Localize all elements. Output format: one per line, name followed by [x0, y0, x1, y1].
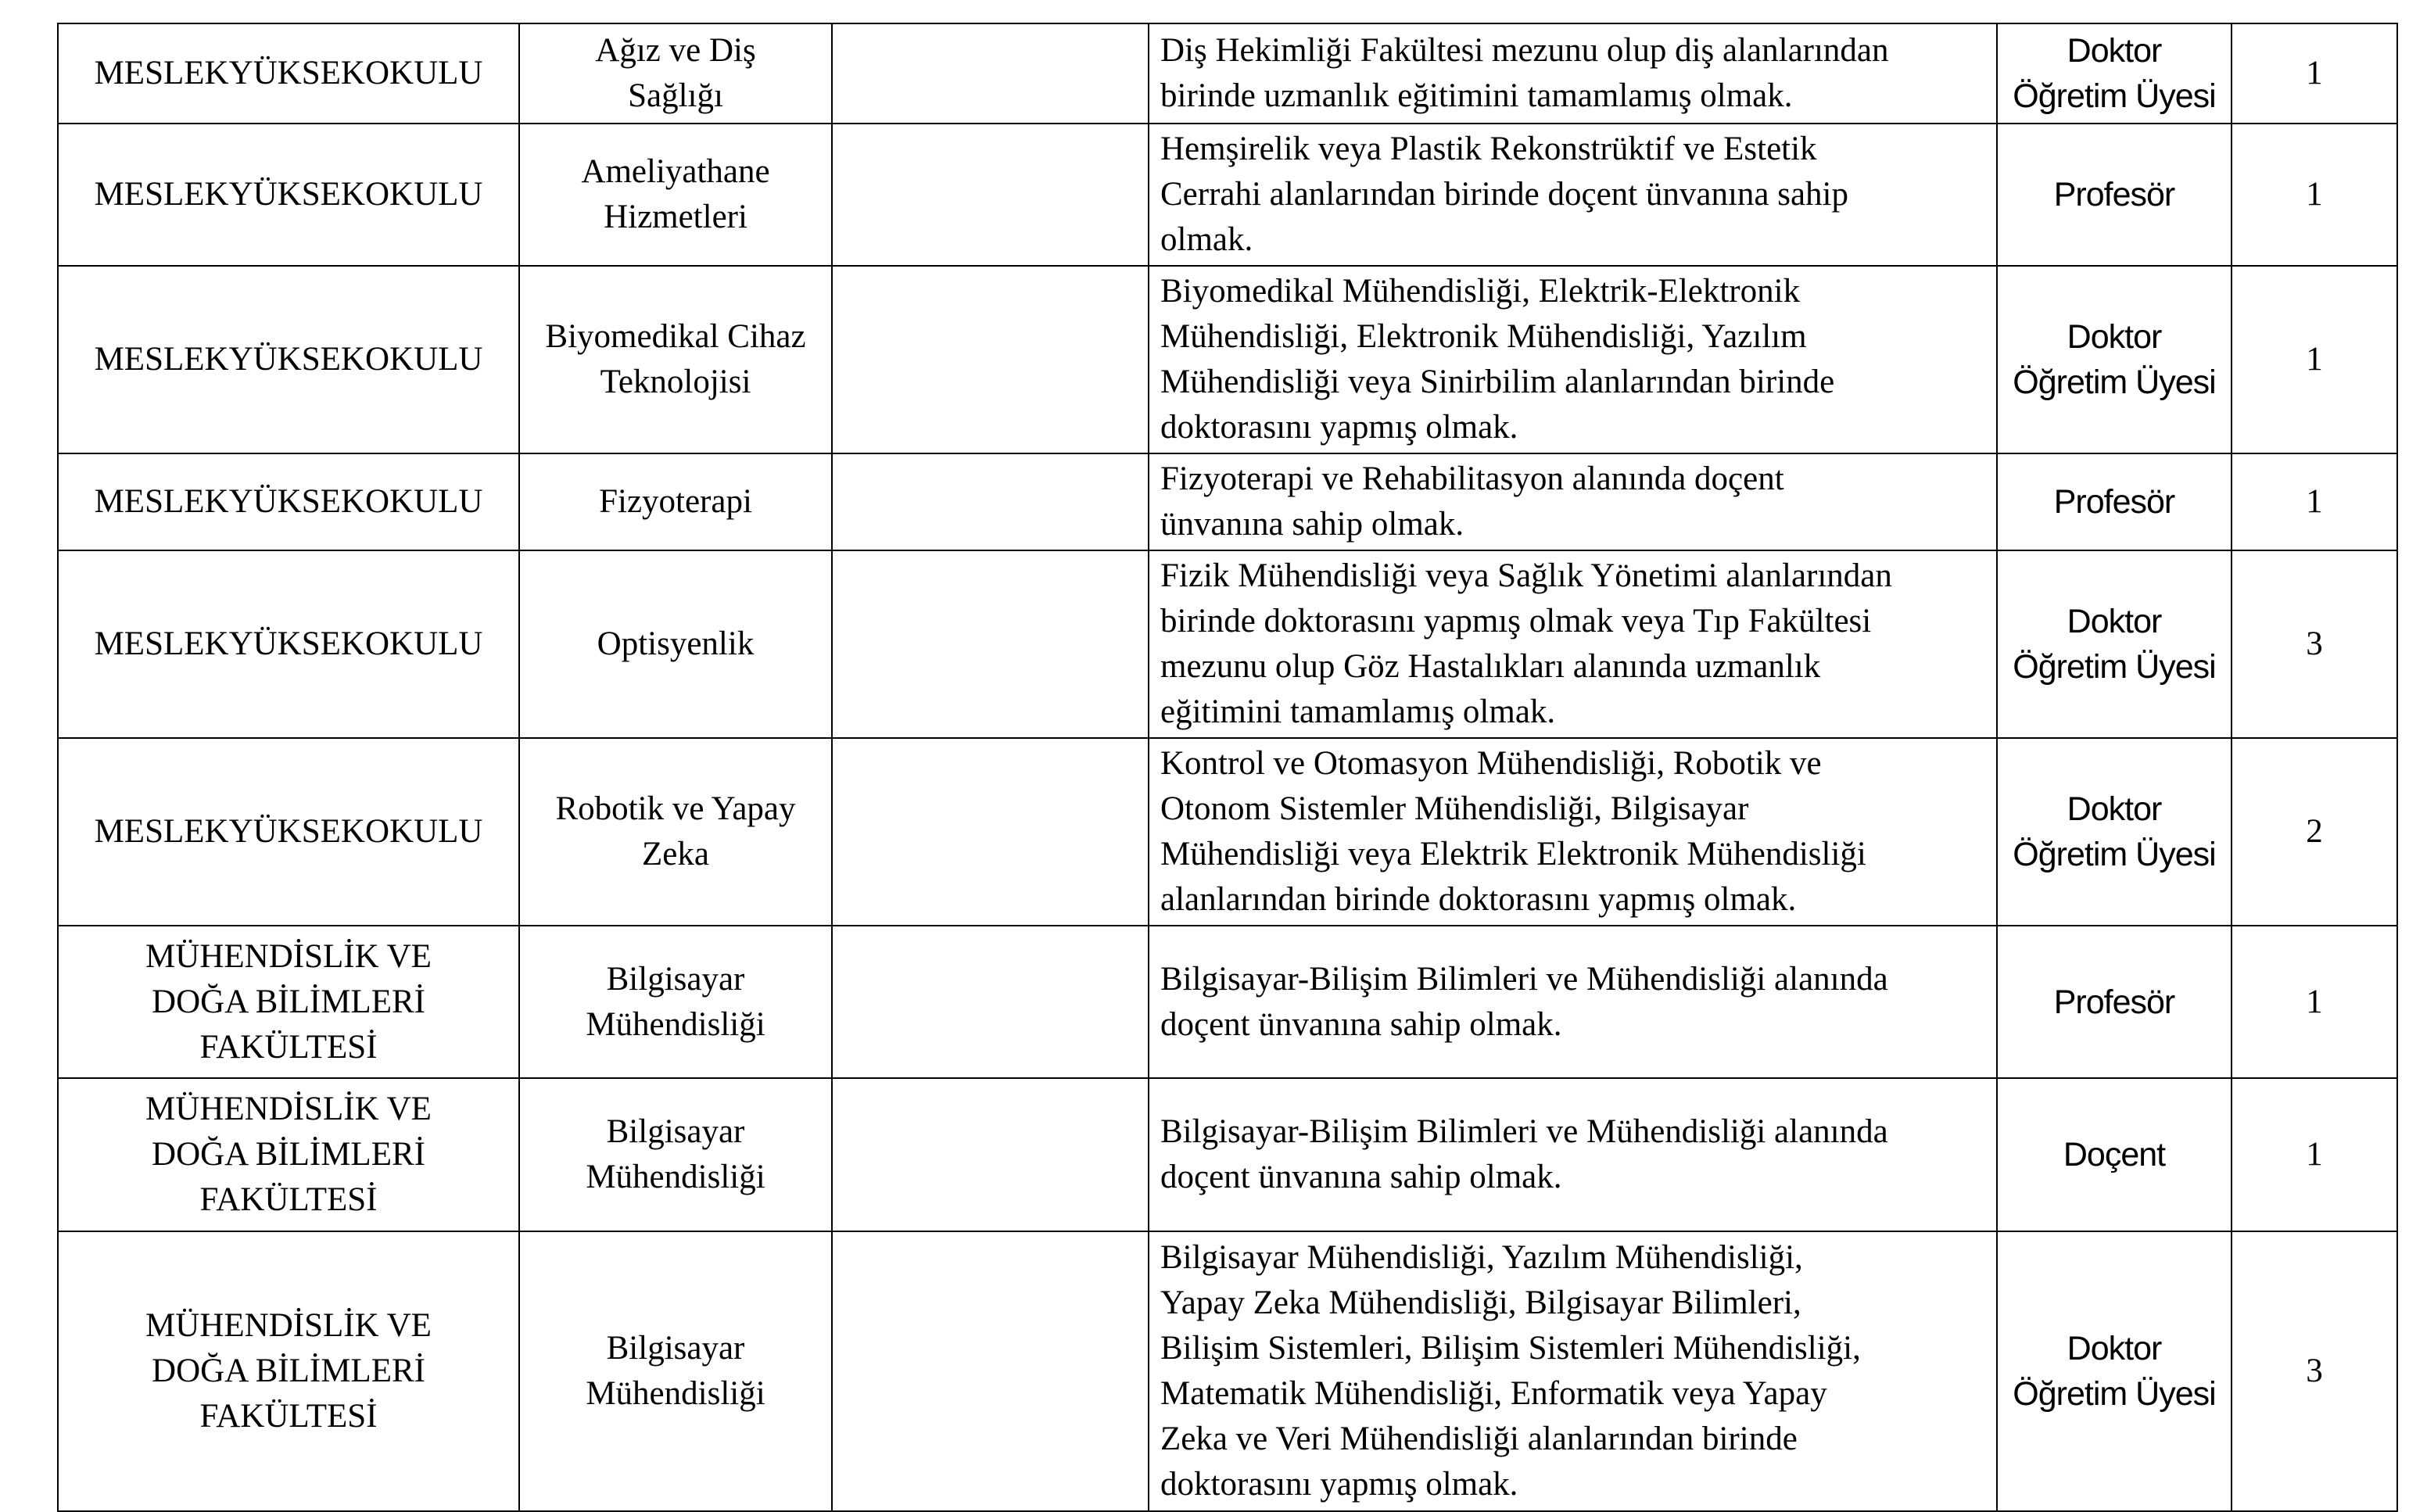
- empty-cell: [832, 453, 1149, 550]
- count-cell: 1: [2232, 926, 2397, 1078]
- department-cell-line: Bilgisayar: [606, 1113, 745, 1150]
- table-row: [58, 124, 2397, 266]
- department-cell-line: Ameliyathane: [581, 153, 770, 190]
- department-cell: [519, 23, 832, 124]
- requirement-cell-line: Yapay Zeka Mühendisliği, Bilgisayar Bilimleri,: [1160, 1284, 1801, 1321]
- unit-cell-line: MÜHENDİSLİK VE: [145, 1091, 432, 1127]
- department-cell-line: Bilgisayar: [606, 960, 745, 998]
- requirement-cell-line: Bilgisayar-Bilişim Bilimleri ve Mühendisliği alanında: [1160, 960, 1888, 998]
- unit-cell-line: FAKÜLTESİ: [199, 1398, 378, 1435]
- title-cell: [1997, 926, 2232, 1078]
- requirement-cell-line: doçent ünvanına sahip olmak.: [1160, 1005, 1562, 1043]
- department-cell: [519, 124, 832, 266]
- title-cell-line: Profesör: [2053, 176, 2175, 213]
- requirement-cell-line: Bilgisayar Mühendisliği, Yazılım Mühendisliği,: [1160, 1239, 1803, 1276]
- unit-cell: MESLEKYÜKSEKOKULU: [58, 124, 519, 266]
- requirement-cell-line: doktorasını yapmış olmak.: [1160, 409, 1518, 446]
- unit-cell-line: FAKÜLTESİ: [199, 1028, 378, 1066]
- department-cell-line: Robotik ve Yapay: [555, 790, 796, 827]
- requirement-cell-line: Mühendisliği veya Elektrik Elektronik Mühendisliği: [1160, 836, 1866, 872]
- requirement-cell-line: Diş Hekimliği Fakültesi mezunu olup diş alanlarından: [1160, 32, 1889, 69]
- department-cell-line: Hizmetleri: [604, 199, 747, 235]
- title-cell-line: Öğretim Üyesi: [2013, 1375, 2216, 1413]
- requirement-cell-line: Hemşirelik veya Plastik Rekonstrüktif ve Estetik: [1160, 131, 1817, 167]
- count-cell: 1: [2232, 266, 2397, 453]
- requirement-cell: [1149, 1231, 1997, 1511]
- requirement-cell-line: Fizyoterapi ve Rehabilitasyon alanında doçent: [1160, 460, 1784, 497]
- unit-cell-line: DOĞA BİLİMLERİ: [152, 1353, 425, 1389]
- requirement-cell: [1149, 266, 1997, 453]
- requirement-cell-line: birinde uzmanlık eğitimini tamamlamış olmak.: [1160, 77, 1793, 114]
- requirement-cell-line: mezunu olup Göz Hastalıkları alanında uzmanlık: [1160, 648, 1821, 685]
- unit-cell-line: FAKÜLTESİ: [199, 1181, 378, 1218]
- requirement-cell-line: Kontrol ve Otomasyon Mühendisliği, Robotik ve: [1160, 745, 1822, 782]
- table-row: [58, 266, 2397, 453]
- unit-cell: MESLEKYÜKSEKOKULU: [58, 550, 519, 738]
- requirement-cell: [1149, 124, 1997, 266]
- department-cell-line: Mühendisliği: [586, 1005, 765, 1043]
- requirement-cell-line: Bilişim Sistemleri, Bilişim Sistemleri Mühendisliği,: [1160, 1330, 1861, 1367]
- empty-cell: [832, 266, 1149, 453]
- department-cell-line: Sağlığı: [628, 77, 723, 114]
- title-cell: [1997, 1078, 2232, 1231]
- count-cell: 1: [2232, 1078, 2397, 1231]
- title-cell: [1997, 23, 2232, 124]
- department-cell: [519, 1231, 832, 1511]
- count-cell: 3: [2232, 1231, 2397, 1511]
- unit-cell: MESLEKYÜKSEKOKULU: [58, 738, 519, 926]
- department-cell-line: Mühendisliği: [586, 1375, 765, 1412]
- requirement-cell-line: ünvanına sahip olmak.: [1160, 506, 1464, 543]
- requirement-cell-line: Zeka ve Veri Mühendisliği alanlarından birinde: [1160, 1421, 1798, 1457]
- requirement-cell-line: Fizik Mühendisliği veya Sağlık Yönetimi alanlarından: [1160, 557, 1892, 594]
- unit-cell-line: MÜHENDİSLİK VE: [145, 1307, 432, 1344]
- requirement-cell-line: Biyomedikal Mühendisliği, Elektrik-Elektronik: [1160, 273, 1801, 310]
- title-cell-line: Profesör: [2053, 483, 2175, 521]
- requirement-cell-line: doktorasını yapmış olmak.: [1160, 1466, 1518, 1503]
- department-cell: [519, 550, 832, 738]
- requirement-cell-line: doçent ünvanına sahip olmak.: [1160, 1159, 1562, 1195]
- department-cell: [519, 1078, 832, 1231]
- title-cell: [1997, 1231, 2232, 1511]
- unit-cell: MESLEKYÜKSEKOKULU: [58, 23, 519, 124]
- department-cell-line: Biyomedikal Cihaz: [545, 318, 806, 355]
- title-cell-line: Öğretim Üyesi: [2013, 648, 2216, 686]
- table-row: [58, 1231, 2397, 1511]
- unit-cell: [58, 926, 519, 1078]
- table-row: [58, 550, 2397, 738]
- table-row: [58, 453, 2397, 550]
- requirement-cell: [1149, 1078, 1997, 1231]
- requirement-cell: [1149, 23, 1997, 124]
- unit-cell-line: DOĞA BİLİMLERİ: [152, 1136, 425, 1173]
- empty-cell: [832, 1078, 1149, 1231]
- title-cell-line: Öğretim Üyesi: [2013, 364, 2216, 401]
- unit-cell: [58, 1231, 519, 1511]
- count-cell: 3: [2232, 550, 2397, 738]
- department-cell-line: Zeka: [642, 836, 709, 872]
- title-cell: [1997, 266, 2232, 453]
- requirement-cell: [1149, 926, 1997, 1078]
- title-cell-line: Doktor: [2067, 32, 2162, 70]
- requirement-cell: [1149, 550, 1997, 738]
- unit-cell-line: MÜHENDİSLİK VE: [145, 937, 432, 975]
- department-cell-line: Ağız ve Diş: [595, 32, 756, 69]
- requirement-cell-line: olmak.: [1160, 221, 1253, 258]
- requirement-cell-line: eğitimini tamamlamış olmak.: [1160, 693, 1556, 730]
- empty-cell: [832, 23, 1149, 124]
- title-cell: [1997, 738, 2232, 926]
- department-cell-line: Teknolojisi: [600, 364, 751, 400]
- title-cell-line: Doçent: [2063, 1136, 2166, 1173]
- department-cell-line: Bilgisayar: [606, 1330, 745, 1367]
- empty-cell: [832, 550, 1149, 738]
- empty-cell: [832, 738, 1149, 926]
- positions-table-body: [58, 23, 2397, 1511]
- requirement-cell-line: Cerrahi alanlarından birinde doçent ünvanına sahip: [1160, 176, 1848, 213]
- table-row: [58, 926, 2397, 1078]
- unit-cell-line: DOĞA BİLİMLERİ: [152, 983, 425, 1020]
- unit-cell: MESLEKYÜKSEKOKULU: [58, 266, 519, 453]
- requirement-cell-line: Mühendisliği, Elektronik Mühendisliği, Yazılım: [1160, 318, 1807, 355]
- department-cell: [519, 453, 832, 550]
- title-cell-line: Doktor: [2067, 1330, 2162, 1367]
- requirement-cell-line: Bilgisayar-Bilişim Bilimleri ve Mühendisliği alanında: [1160, 1113, 1888, 1150]
- count-cell: 1: [2232, 124, 2397, 266]
- table-row: [58, 738, 2397, 926]
- empty-cell: [832, 926, 1149, 1078]
- department-cell-line: Mühendisliği: [586, 1159, 765, 1195]
- department-cell: [519, 738, 832, 926]
- title-cell-line: Doktor: [2067, 603, 2162, 640]
- count-cell: 2: [2232, 738, 2397, 926]
- count-cell: 1: [2232, 23, 2397, 124]
- title-cell: [1997, 124, 2232, 266]
- requirement-cell: [1149, 453, 1997, 550]
- requirement-cell: [1149, 738, 1997, 926]
- empty-cell: [832, 124, 1149, 266]
- title-cell-line: Profesör: [2053, 983, 2175, 1021]
- requirement-cell-line: alanlarından birinde doktorasını yapmış olmak.: [1160, 881, 1797, 918]
- table-row: [58, 23, 2397, 124]
- department-cell: [519, 926, 832, 1078]
- requirement-cell-line: Mühendisliği veya Sinirbilim alanlarından birinde: [1160, 364, 1835, 400]
- title-cell-line: Öğretim Üyesi: [2013, 836, 2216, 873]
- empty-cell: [832, 1231, 1149, 1511]
- title-cell-line: Doktor: [2067, 790, 2162, 828]
- table-row: [58, 1078, 2397, 1231]
- count-cell: 1: [2232, 453, 2397, 550]
- title-cell: [1997, 550, 2232, 738]
- unit-cell: MESLEKYÜKSEKOKULU: [58, 453, 519, 550]
- requirement-cell-line: Otonom Sistemler Mühendisliği, Bilgisayar: [1160, 790, 1749, 827]
- positions-table: [57, 23, 2398, 1512]
- department-cell: [519, 266, 832, 453]
- department-cell-line: Optisyenlik: [597, 625, 755, 662]
- requirement-cell-line: birinde doktorasını yapmış olmak veya Tıp Fakültesi: [1160, 603, 1872, 640]
- department-cell-line: Fizyoterapi: [599, 483, 752, 520]
- unit-cell: [58, 1078, 519, 1231]
- requirement-cell-line: Matematik Mühendisliği, Enformatik veya Yapay: [1160, 1375, 1827, 1412]
- title-cell-line: Doktor: [2067, 318, 2162, 356]
- title-cell-line: Öğretim Üyesi: [2013, 77, 2216, 115]
- title-cell: [1997, 453, 2232, 550]
